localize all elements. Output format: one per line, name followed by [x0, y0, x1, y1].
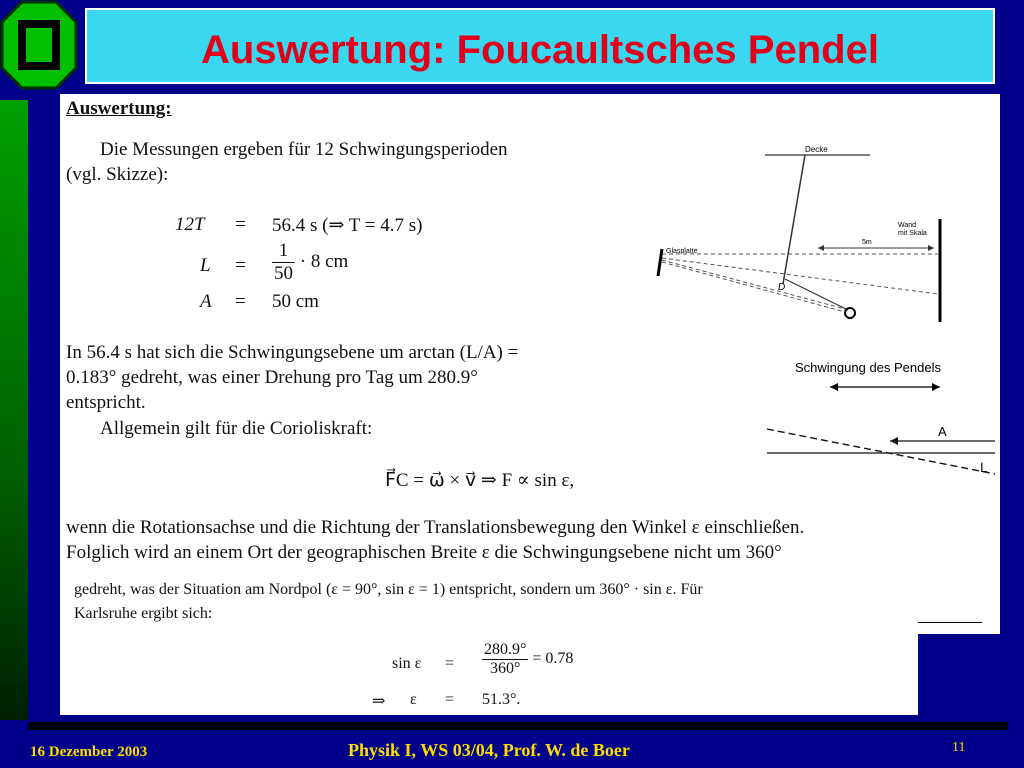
label-skala: mit Skala: [898, 230, 927, 237]
para2-line-1: In 56.4 s hat sich die Schwingungsebene um arctan (L/A) =: [66, 342, 519, 363]
footer-date: 16 Dezember 2003: [30, 744, 148, 760]
para4-line-1: wenn die Rotationsachse und die Richtung der Translationsbewegung den Winkel ε einschließen.: [66, 517, 805, 538]
eq5-lhs: ε: [410, 691, 417, 708]
intro-line-2: (vgl. Skizze):: [66, 164, 169, 185]
eq3-rhs: 50 cm: [272, 291, 319, 312]
section-heading: Auswertung:: [66, 98, 172, 119]
eq3-sign: =: [235, 291, 246, 312]
university-logo: [0, 0, 78, 90]
label-5m: 5m: [862, 239, 872, 246]
para3: Allgemein gilt für die Corioliskraft:: [100, 418, 373, 439]
eq1-rhs: 56.4 s (⇒ T = 4.7 s): [272, 215, 423, 236]
para4-line-2: Folglich wird an einem Ort der geographischen Breite ε die Schwingungsebene nicht um 360°: [66, 542, 782, 563]
sketch-caption: Schwingung des Pendels: [795, 360, 941, 375]
eq5-sign: =: [445, 691, 455, 708]
slide-title: Auswertung: Foucaultsches Pendel: [201, 28, 879, 72]
eq5-arrow: ⇒: [372, 693, 386, 710]
footer-course: Physik I, WS 03/04, Prof. W. de Boer: [348, 740, 630, 760]
label-decke: Decke: [805, 145, 828, 154]
eq1-lhs: 12T: [175, 214, 205, 235]
label-wand: Wand: [898, 222, 917, 229]
divider-line: [918, 622, 982, 623]
eq4-sign: =: [445, 655, 455, 672]
para2-line-3: entspricht.: [66, 392, 146, 413]
eq4-lhs: sin ε: [392, 655, 422, 672]
eq5-rhs: 51.3°.: [482, 691, 521, 708]
label-l: L: [980, 459, 988, 475]
para5-line-1: gedreht, was der Situation am Nordpol (ε = 90°, sin ε = 1) entspricht, sondern um 360° · sin ε. Für: [74, 581, 703, 598]
para5-line-2: Karlsruhe ergibt sich:: [74, 605, 213, 622]
intro-line-1: Die Messungen ergeben für 12 Schwingungsperioden: [100, 139, 508, 160]
eq1-sign: =: [235, 214, 246, 235]
title-box: [85, 8, 995, 84]
eq3-lhs: A: [200, 291, 212, 312]
left-accent-bar: [0, 100, 28, 720]
eq2-fraction: $\frac{1}{50}$ · 8 cm: [274, 240, 349, 284]
label-a: A: [938, 424, 947, 439]
coriolis-formula: F⃗C = ω⃗ × v⃗ ⇒ F ∝ sin ε,: [385, 470, 575, 491]
eq2-lhs: L: [200, 255, 211, 276]
content-panel: [60, 94, 1000, 634]
pendulum-sketch: [650, 144, 995, 489]
para2-line-2: 0.183° gedreht, was einer Drehung pro Tag um 280.9°: [66, 367, 478, 388]
eq4-fraction: $\frac{280.9^\circ}{360^\circ}$ = 0.78: [484, 641, 574, 677]
label-glasplatte: Glasplatte: [666, 248, 698, 255]
page-number: 11: [952, 740, 966, 755]
eq2-sign: =: [235, 255, 246, 276]
footer-divider: [28, 722, 1008, 730]
content-panel-lower: [60, 575, 918, 715]
label-d: D: [778, 282, 786, 293]
